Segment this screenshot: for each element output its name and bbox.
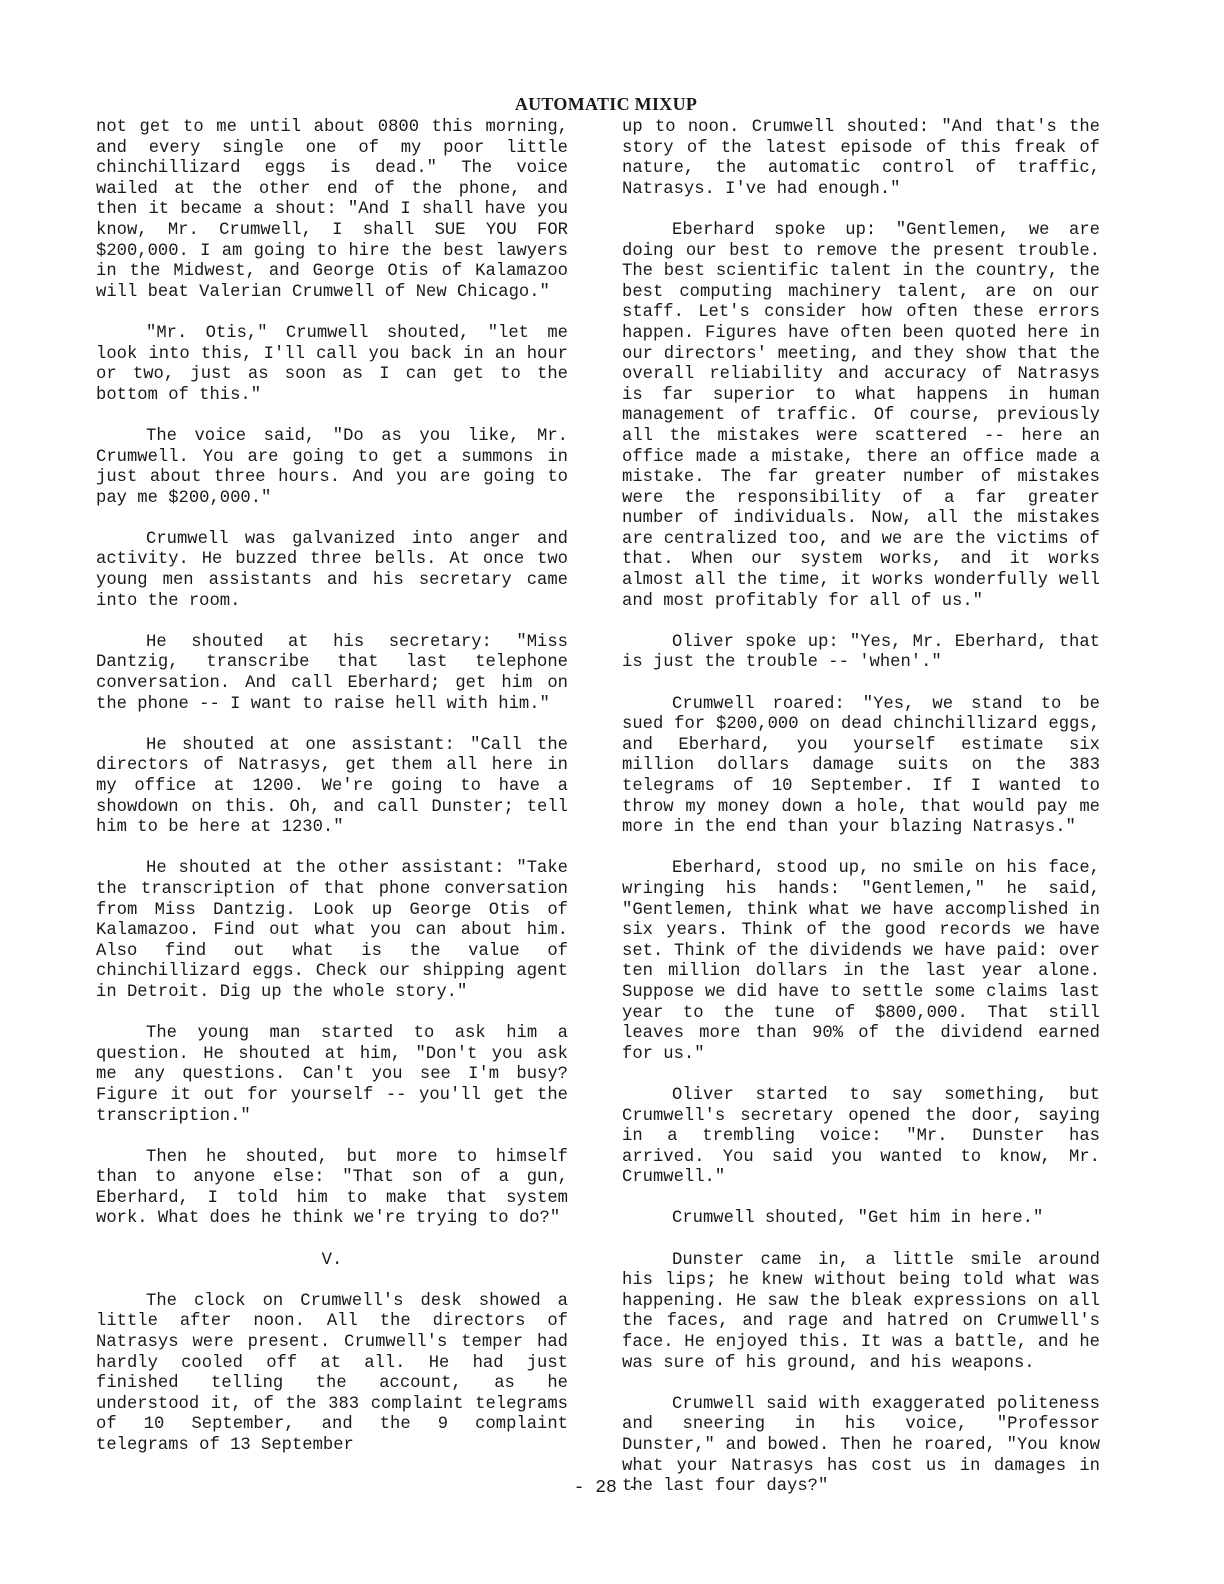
paragraph: The voice said, "Do as you like, Mr. Crumwell. You are going to get a summons in just about three hours. And you are going to pay me $200,000." — [96, 426, 568, 508]
paragraph: Eberhard, stood up, no smile on his face, wringing his hands: "Gentlemen," he said, "Gentlemen, think what we have accomplished in six years. Think of the good records we have set. Think of the dividends we have paid: over ten million dollars in the last year alone. Suppose we did have to settle some claims last year to the tune of $800,000. That still leaves more than 90% of the dividend earned for us." — [622, 859, 1100, 1064]
paragraph: Oliver spoke up: "Yes, Mr. Eberhard, that is just the trouble -- 'when'." — [622, 632, 1100, 673]
paragraph: He shouted at the other assistant: "Take the transcription of that phone conversation from Miss Dantzig. Look up George Otis of Kalamazoo. Find out what you can about him. Also find out what is the value of chinchillizard eggs. Check our shipping agent in Detroit. Dig up the whole story." — [96, 859, 568, 1002]
paragraph: The clock on Crumwell's desk showed a little after noon. All the directors of Natrasys were present. Crumwell's temper had hardly cooled off at all. He had just finished telling the account, as he understood it, of the 383 complaint telegrams of 10 September, and the 9 complaint telegrams of 13 September — [96, 1291, 568, 1455]
left-column — [96, 118, 568, 1477]
paragraph: Crumwell shouted, "Get him in here." — [672, 1209, 1044, 1229]
right-column — [622, 118, 1100, 1518]
paragraph: not get to me until about 0800 this morning, and every single one of my poor little chinchillizard eggs is dead." The voice wailed at the other end of the phone, and then it became a shout: "And I shall have you know, Mr. Crumwell, I shall SUE YOU FOR $200,000. I am going to hire the best lawyers in the Midwest, and George Otis of Kalamazoo will beat Valerian Crumwell of New Chicago." — [96, 118, 568, 302]
paragraph: Crumwell roared: "Yes, we stand to be sued for $200,000 on dead chinchillizard eggs, and Eberhard, you yourself estimate six million dollars damage suits on the 383 telegrams of 10 September. If I wanted to throw my money down a hole, that would pay me more in the end than your blazing Natrasys." — [622, 694, 1100, 838]
paragraph: Dunster came in, a little smile around his lips; he knew without being told what was happening. He saw the bleak expressions on all the faces, and rage and hatred on Crumwell's face. He enjoyed this. It was a battle, and he was sure of his ground, and his weapons. — [622, 1250, 1100, 1373]
page-number: - 28 - — [573, 1478, 639, 1498]
paragraph: Crumwell said with exaggerated politeness and sneering in his voice, "Professor Dunster," and bowed. Then he roared, "You know what your Natrasys has cost us in damages in the last four days?" — [622, 1394, 1100, 1497]
paragraph: The young man started to ask him a question. He shouted at him, "Don't you ask me any questions. Can't you see I'm busy? Figure it out for yourself -- you'll get the transcription." — [96, 1024, 568, 1126]
paragraph: Eberhard spoke up: "Gentlemen, we are doing our best to remove the present trouble. The best scientific talent in the country, the best computing machinery talent, are on our staff. Let's consider how often these errors happen. Figures have often been quoted here in our directors' meeting, and they show that the overall reliability and accuracy of Natrasys is far superior to what happens in human management of traffic. Of course, previously all the mistakes were scattered -- here an office made a mistake, there an office made a mistake. The far greater number of mistakes were the responsibility of a far greater number of individuals. Now, all the mistakes are centralized too, and we are the victims of that. When our system works, and it works almost all the time, it works wonderfully well and most profitably for all of us." — [622, 220, 1100, 611]
paragraph: He shouted at his secretary: "Miss Dantzig, transcribe that last telephone conversation. And call Eberhard; get him on the phone -- I want to raise hell with him." — [96, 632, 568, 714]
paragraph: Then he shouted, but more to himself than to anyone else: "That son of a gun, Eberhard, I told him to make that system work. What does he think we're trying to do?" — [96, 1147, 568, 1229]
paragraph: up to noon. Crumwell shouted: "And that's the story of the latest episode of this freak of nature, the automatic control of traffic, Natrasys. I've had enough." — [622, 118, 1100, 199]
running-title: AUTOMATIC MIXUP — [514, 94, 698, 114]
paragraph: "Mr. Otis," Crumwell shouted, "let me look into this, I'll call you back in an hour or two, just as soon as I can get to the bottom of this." — [96, 323, 568, 405]
paragraph: He shouted at one assistant: "Call the directors of Natrasys, get them all here in my office at 1200. We're going to have a showdown on this. Oh, and call Dunster; tell him to be here at 1230." — [96, 735, 568, 838]
paragraph: Oliver started to say something, but Crumwell's secretary opened the door, saying in a trembling voice: "Mr. Dunster has arrived. You said you wanted to know, Mr. Crumwell." — [622, 1085, 1100, 1188]
section-number: V. — [321, 1250, 343, 1270]
paragraph: Crumwell was galvanized into anger and activity. He buzzed three bells. At once two young men assistants and his secretary came into the room. — [96, 529, 568, 611]
